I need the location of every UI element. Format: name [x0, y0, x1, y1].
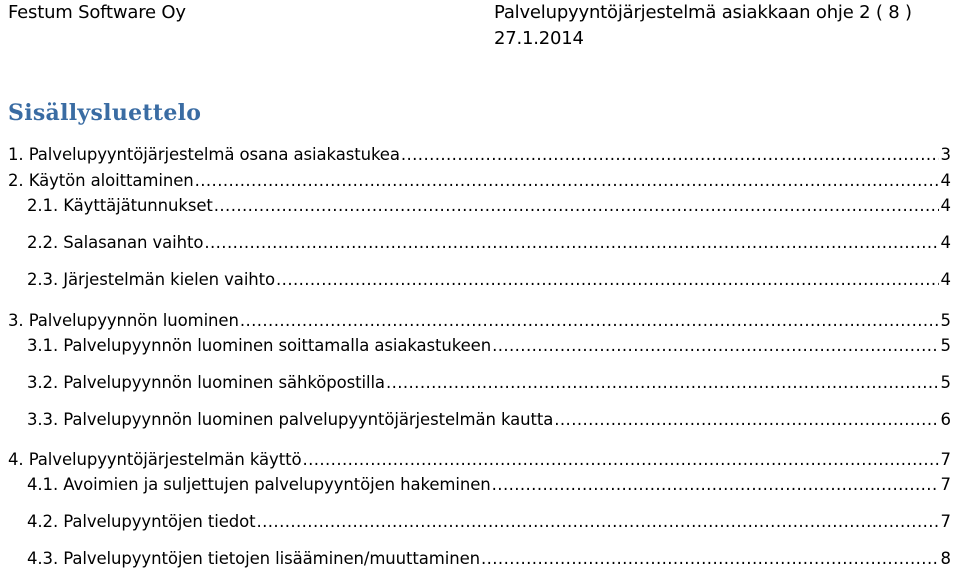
toc-page-number: 7 [940, 512, 951, 531]
toc-entry[interactable] [8, 309, 951, 333]
toc-page-number: 3 [940, 145, 951, 164]
toc-entry[interactable] [27, 408, 951, 432]
toc-entry[interactable] [8, 169, 951, 193]
toc-page-number: 6 [940, 410, 951, 429]
toc-page-number: 7 [940, 450, 951, 469]
toc-dot-leader [240, 309, 939, 333]
toc-entry[interactable] [8, 448, 951, 472]
document-title: Palvelupyyntöjärjestelmä asiakkaan ohje [494, 2, 854, 23]
toc-entry[interactable] [8, 143, 951, 167]
toc-dot-leader [195, 169, 939, 193]
toc-dot-leader [492, 473, 939, 497]
toc-page-number: 4 [940, 233, 951, 252]
toc-dot-leader [401, 143, 939, 167]
toc-dot-leader [257, 510, 939, 534]
toc-entry-text: 3.1. Palvelupyynnön luominen soittamalla asiakastukeen [27, 336, 492, 355]
toc-dot-leader [302, 448, 938, 472]
header-document-title [494, 1, 912, 25]
toc-dot-leader [204, 231, 938, 255]
toc-page-number: 5 [940, 336, 951, 355]
toc-entry-text: 3.3. Palvelupyynnön luominen palvelupyyntöjärjestelmän kautta [27, 410, 554, 429]
toc-entry[interactable] [27, 547, 951, 571]
toc-entry-text: 2.3. Järjestelmän kielen vaihto [27, 270, 276, 289]
toc-page-number: 7 [940, 475, 951, 494]
toc-page-number: 8 [940, 549, 951, 568]
header-date: 27.1.2014 [494, 28, 584, 49]
toc-dot-leader [492, 334, 938, 358]
toc-dot-leader [276, 268, 938, 292]
toc-dot-leader [214, 194, 939, 218]
toc-entry-text: 4.1. Avoimien ja suljettujen palvelupyyntöjen hakeminen [27, 475, 491, 494]
toc-entry[interactable] [27, 371, 951, 395]
toc-dot-leader [554, 408, 938, 432]
page-indicator: 2 ( 8 ) [859, 2, 912, 23]
toc-entry-text: 4. Palvelupyyntöjärjestelmän käyttö [8, 450, 302, 469]
toc-entry[interactable] [27, 473, 951, 497]
toc-dot-leader [481, 547, 939, 571]
header-company: Festum Software Oy [8, 2, 186, 23]
toc-entry-text: 4.2. Palvelupyyntöjen tiedot [27, 512, 256, 531]
toc-entry[interactable] [27, 194, 951, 218]
toc-entry[interactable] [27, 334, 951, 358]
toc-entry-text: 2. Käytön aloittaminen [8, 171, 194, 190]
toc-entry[interactable] [27, 510, 951, 534]
toc-entry-text: 3.2. Palvelupyynnön luominen sähköpostilla [27, 373, 385, 392]
toc-entry-text: 3. Palvelupyynnön luominen [8, 311, 239, 330]
toc-entry-text: 2.2. Salasanan vaihto [27, 233, 204, 252]
toc-entry[interactable] [27, 231, 951, 255]
toc-entry-text: 2.1. Käyttäjätunnukset [27, 196, 213, 215]
toc-page-number: 5 [940, 373, 951, 392]
toc-dot-leader [386, 371, 939, 395]
toc-entry[interactable] [27, 268, 951, 292]
toc-page-number: 4 [940, 270, 951, 289]
toc-page-number: 5 [940, 311, 951, 330]
toc-entry-text: 4.3. Palvelupyyntöjen tietojen lisääminen/muuttaminen [27, 549, 480, 568]
toc-page-number: 4 [940, 196, 951, 215]
toc-page-number: 4 [940, 171, 951, 190]
toc-title: Sisällysluettelo [8, 100, 202, 126]
toc-entry-text: 1. Palvelupyyntöjärjestelmä osana asiakastukea [8, 145, 400, 164]
